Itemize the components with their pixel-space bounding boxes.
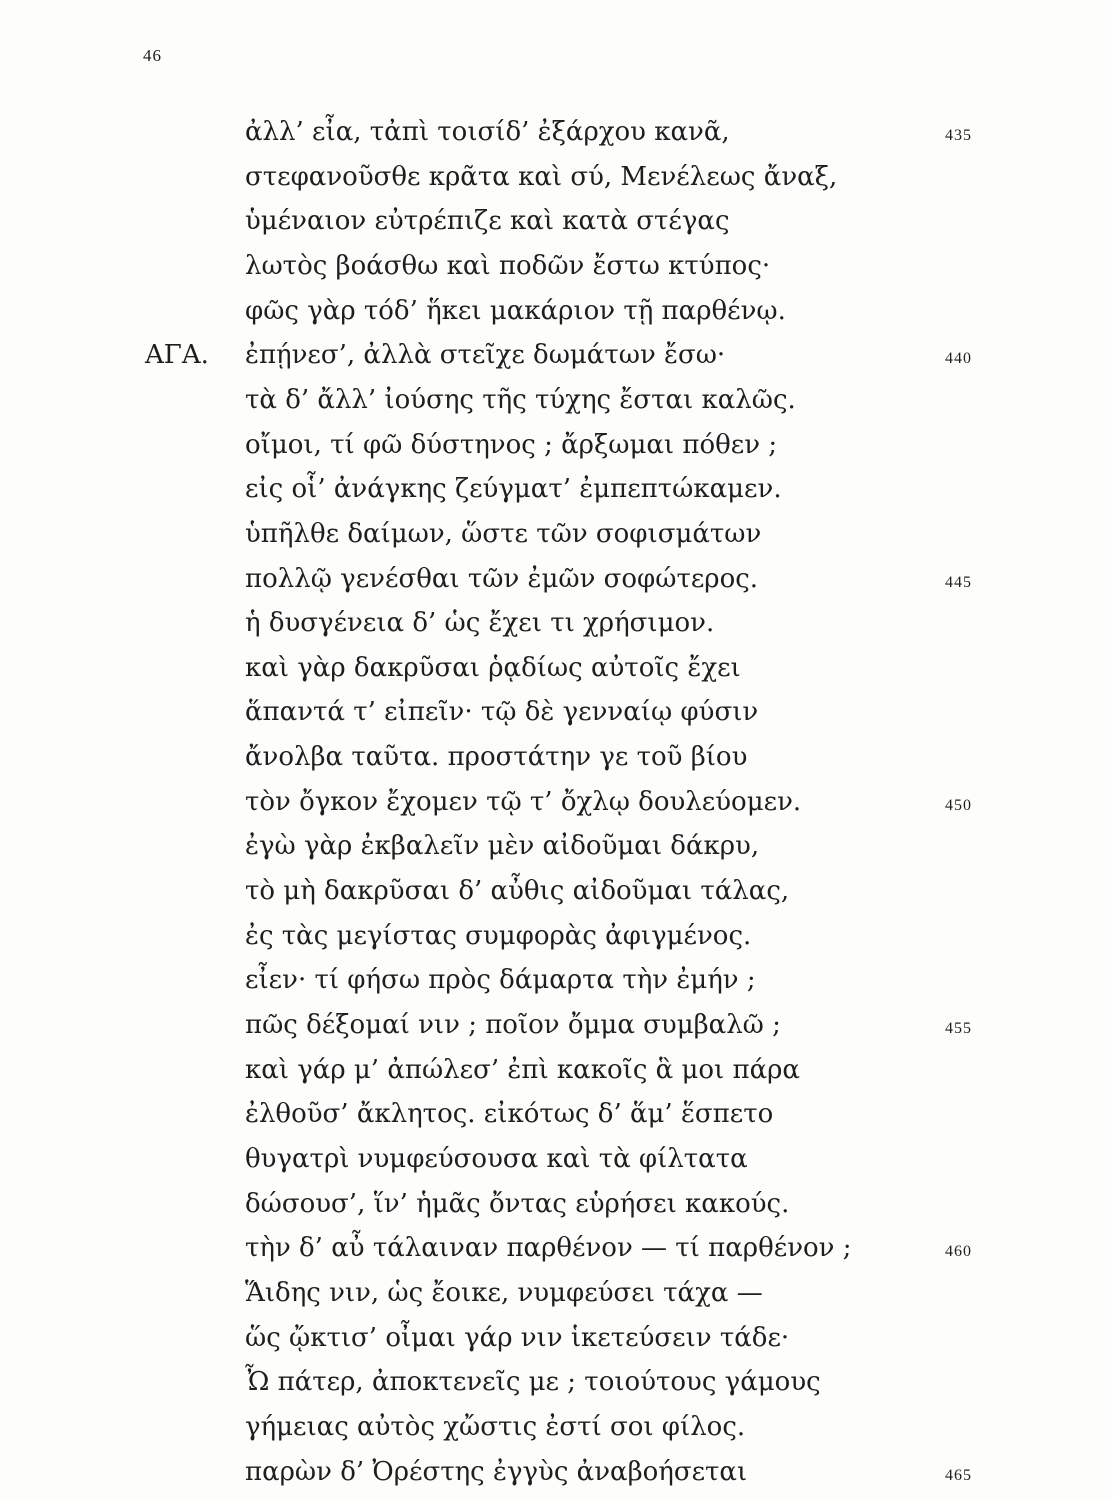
verse-text: δώσουσ’, ἵν’ ἡμᾶς ὄντας εὑρήσει κακούς. (245, 1188, 790, 1219)
verse-text: Ὦ πάτερ, ἀποκτενεῖς με ; τοιούτους γάμους (245, 1367, 821, 1398)
line-number: 455 (945, 1020, 972, 1037)
verse-line (245, 963, 985, 1007)
verse-line (245, 562, 985, 606)
verse-text: πῶς δέξομαί νιν ; ποῖον ὄμμα συμβαλῶ ; (245, 1010, 781, 1040)
verse-line (245, 294, 985, 338)
line-number: 445 (945, 573, 972, 591)
verse-line (245, 1097, 985, 1141)
verse-line (145, 338, 985, 382)
verse-line (245, 160, 985, 204)
verse-line (245, 472, 985, 516)
verse-line (245, 383, 985, 427)
verse-line (245, 115, 985, 159)
verse-line (245, 874, 985, 918)
verse-line (245, 204, 985, 248)
verse-line (245, 1142, 985, 1186)
verse-text: λωτὸς βοάσθω καὶ ποδῶν ἔστω κτύπος· (245, 250, 771, 281)
verse-text: στεφανοῦσθε κρᾶτα καὶ σύ, Μενέλεως ἄναξ, (245, 161, 838, 192)
verse-line (245, 1053, 985, 1097)
verse-line (245, 1231, 985, 1275)
line-number: 435 (945, 127, 972, 144)
verse-text: ἡ δυσγένεια δ’ ὡς ἔχει τι χρήσιμον. (245, 608, 715, 639)
verse-text: γήμειας αὐτὸς χὤστις ἐστί σοι φίλος. (245, 1411, 746, 1442)
verse-line (245, 785, 985, 829)
verse-text: θυγατρὶ νυμφεύσουσα καὶ τὰ φίλτατα (245, 1143, 748, 1174)
verse-line (245, 919, 985, 963)
verse-text: ἐπῄνεσ’, ἀλλὰ στεῖχε δωμάτων ἔσω· (245, 340, 726, 371)
verse-text: ἐγὼ γὰρ ἐκβαλεῖν μὲν αἰδοῦμαι δάκρυ, (245, 831, 760, 862)
verse-line (245, 1187, 985, 1231)
verse-line (245, 1455, 985, 1499)
verse-text: Ἅιδης νιν, ὡς ἔοικε, νυμφεύσει τάχα — (245, 1277, 763, 1308)
verse-text: ἀλλ’ εἶα, τἀπὶ τοισίδ’ ἐξάρχου κανᾶ, (245, 117, 730, 147)
verse-text: ἐλθοῦσ’ ἄκλητος. εἰκότως δ’ ἅμ’ ἕσπετο (245, 1099, 774, 1130)
verse-line (245, 740, 985, 784)
line-number: 440 (945, 350, 972, 368)
verse-text: καὶ γὰρ δακρῦσαι ῥᾳδίως αὐτοῖς ἔχει (245, 652, 741, 683)
line-number: 465 (945, 1466, 972, 1484)
verse-text: παρὼν δ’ Ὀρέστης ἐγγὺς ἀναβοήσεται (245, 1456, 748, 1487)
line-number: 450 (945, 796, 972, 814)
verse-text: τὴν δ’ αὖ τάλαιναν παρθένον — τί παρθένον ; (245, 1233, 852, 1264)
verse-text: τὰ δ’ ἄλλ’ ἰούσης τῆς τύχης ἔσται καλῶς. (245, 384, 796, 415)
verse-line (245, 606, 985, 650)
verse-text: πολλῷ γενέσθαι τῶν ἐμῶν σοφώτερος. (245, 563, 759, 594)
verse-text: ὥς ᾤκτισ’ οἶμαι γάρ νιν ἱκετεύσειν τάδε· (245, 1322, 790, 1353)
verse-line (245, 695, 985, 739)
verse-text: ὑμέναιον εὐτρέπιζε καὶ κατὰ στέγας (245, 206, 730, 237)
verse-text: τὸ μὴ δακρῦσαι δ’ αὖθις αἰδοῦμαι τάλας, (245, 876, 790, 907)
verse-line (245, 1321, 985, 1365)
verse-text: ἐς τὰς μεγίστας συμφορὰς ἀφιγμένος. (245, 920, 752, 951)
verse-text: ὑπῆλθε δαίμων, ὥστε τῶν σοφισμάτων (245, 518, 762, 549)
verse-text: οἴμοι, τί φῶ δύστηνος ; ἄρξωμαι πόθεν ; (245, 429, 778, 460)
verse-line (245, 1008, 985, 1052)
verse-line (245, 517, 985, 561)
verse-text: ἄνολβα ταῦτα. προστάτην γε τοῦ βίου (245, 742, 748, 773)
verse-text: καὶ γάρ μ’ ἀπώλεσ’ ἐπὶ κακοῖς ἃ μοι πάρα (245, 1054, 800, 1085)
verse-text: εἶεν· τί φήσω πρὸς δάμαρτα τὴν ἐμήν ; (245, 965, 756, 996)
page-number: 46 (143, 46, 162, 65)
verse-line (245, 428, 985, 472)
verse-line (245, 1276, 985, 1320)
verse-line (245, 651, 985, 695)
verse-text: ἅπαντά τ’ εἰπεῖν· τῷ δὲ γενναίῳ φύσιν (245, 697, 759, 728)
verse-text: εἰς οἷ’ ἀνάγκης ζεύγματ’ ἐμπεπτώκαμεν. (245, 474, 782, 505)
line-number: 460 (945, 1243, 972, 1261)
verse-line (245, 1365, 985, 1409)
verse-text: τὸν ὄγκον ἔχομεν τῷ τ’ ὄχλῳ δουλεύομεν. (245, 786, 802, 817)
verse-line (245, 249, 985, 293)
speaker-label: ΑΓΑ. (145, 340, 209, 371)
verse-line (245, 829, 985, 873)
verse-text: φῶς γὰρ τόδ’ ἥκει μακάριον τῇ παρθένῳ. (245, 295, 786, 326)
verse-line (245, 1410, 985, 1454)
